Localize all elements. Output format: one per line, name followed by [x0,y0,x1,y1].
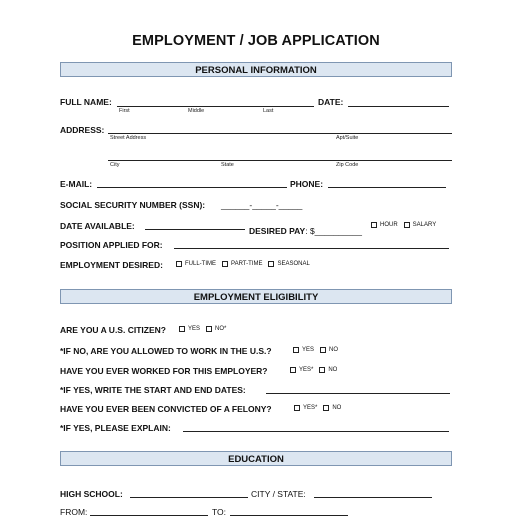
desired-pay-group [249,221,362,239]
checkbox-icon [323,405,329,411]
position-label: POSITION APPLIED FOR: [60,240,163,250]
previous-employment-yes-option[interactable]: YES* [290,367,313,373]
apt-suite-hint: Apt/Suite [336,135,359,141]
to-field[interactable] [230,515,348,516]
checkbox-icon [179,326,185,332]
middle-name-hint: Middle [188,108,205,114]
hour-option[interactable]: HOUR [371,222,398,228]
section-header-personal: PERSONAL INFORMATION [60,62,452,77]
seasonal-option[interactable]: SEASONAL [268,261,309,267]
state-hint: State [221,162,234,168]
from-label: FROM: [60,507,88,517]
date-field[interactable] [348,106,449,107]
felony-question: HAVE YOU EVER BEEN CONVICTED OF A FELONY? [60,404,272,414]
position-field[interactable] [174,248,449,249]
checkbox-icon [319,367,325,373]
city-state-field[interactable] [314,497,432,498]
full-time-option[interactable]: FULL-TIME [176,261,216,267]
city-state-zip-field[interactable] [108,160,452,161]
desired-pay-field[interactable]: : $__________ [305,226,362,236]
citizen-question: ARE YOU A U.S. CITIZEN? [60,325,166,335]
phone-label: PHONE: [290,179,324,189]
high-school-label: HIGH SCHOOL: [60,489,123,499]
checkbox-icon [290,367,296,373]
page-title: EMPLOYMENT / JOB APPLICATION [132,33,380,49]
pay-type-options [371,222,436,228]
felony-no-option[interactable]: NO [323,405,341,411]
salary-option[interactable]: SALARY [404,222,437,228]
citizen-yes-option[interactable]: YES [179,326,200,332]
section-header-education: EDUCATION [60,451,452,466]
work-authorization-options [293,347,338,353]
email-field[interactable] [97,187,287,188]
part-time-option[interactable]: PART-TIME [222,261,262,267]
desired-pay-label: DESIRED PAY [249,226,306,236]
last-name-hint: Last [263,108,274,114]
citizen-no-option[interactable]: NO* [206,326,226,332]
felony-options [294,405,341,411]
employment-desired-label: EMPLOYMENT DESIRED: [60,260,163,270]
email-label: E-MAIL: [60,179,93,189]
felony-explain-field[interactable] [183,431,449,432]
checkbox-icon [404,222,410,228]
ssn-field[interactable]: ______-_____-_____ [221,200,303,210]
date-label: DATE: [318,97,344,107]
previous-employment-question: HAVE YOU EVER WORKED FOR THIS EMPLOYER? [60,366,268,376]
high-school-field[interactable] [130,497,248,498]
zip-code-hint: Zip Code [336,162,359,168]
city-hint: City [110,162,120,168]
ssn-label: SOCIAL SECURITY NUMBER (SSN): [60,200,206,210]
first-name-hint: First [119,108,130,114]
checkbox-icon [206,326,212,332]
start-end-dates-field[interactable] [266,393,450,394]
checkbox-icon [222,261,228,267]
full-name-label: FULL NAME: [60,97,112,107]
work-authorization-no-option[interactable]: NO [320,347,338,353]
checkbox-icon [294,405,300,411]
work-authorization-question: *IF NO, ARE YOU ALLOWED TO WORK IN THE U.S.? [60,346,272,356]
address-label: ADDRESS: [60,125,105,135]
previous-employment-no-option[interactable]: NO [319,367,337,373]
street-address-field[interactable] [108,133,452,134]
previous-employment-options [290,367,337,373]
citizen-options [179,326,226,332]
phone-field[interactable] [328,187,446,188]
checkbox-icon [320,347,326,353]
from-field[interactable] [90,515,208,516]
employment-type-options [176,261,310,267]
date-available-field[interactable] [145,229,245,230]
checkbox-icon [293,347,299,353]
felony-yes-option[interactable]: YES* [294,405,317,411]
street-address-hint: Street Address [110,135,147,141]
checkbox-icon [371,222,377,228]
checkbox-icon [268,261,274,267]
full-name-field[interactable] [117,106,314,107]
city-state-label: CITY / STATE: [251,489,306,499]
start-end-dates-label: *IF YES, WRITE THE START AND END DATES: [60,385,246,395]
felony-explain-label: *IF YES, PLEASE EXPLAIN: [60,423,171,433]
to-label: TO: [212,507,227,517]
date-available-label: DATE AVAILABLE: [60,221,135,231]
work-authorization-yes-option[interactable]: YES [293,347,314,353]
section-header-eligibility: EMPLOYMENT ELIGIBILITY [60,289,452,304]
checkbox-icon [176,261,182,267]
